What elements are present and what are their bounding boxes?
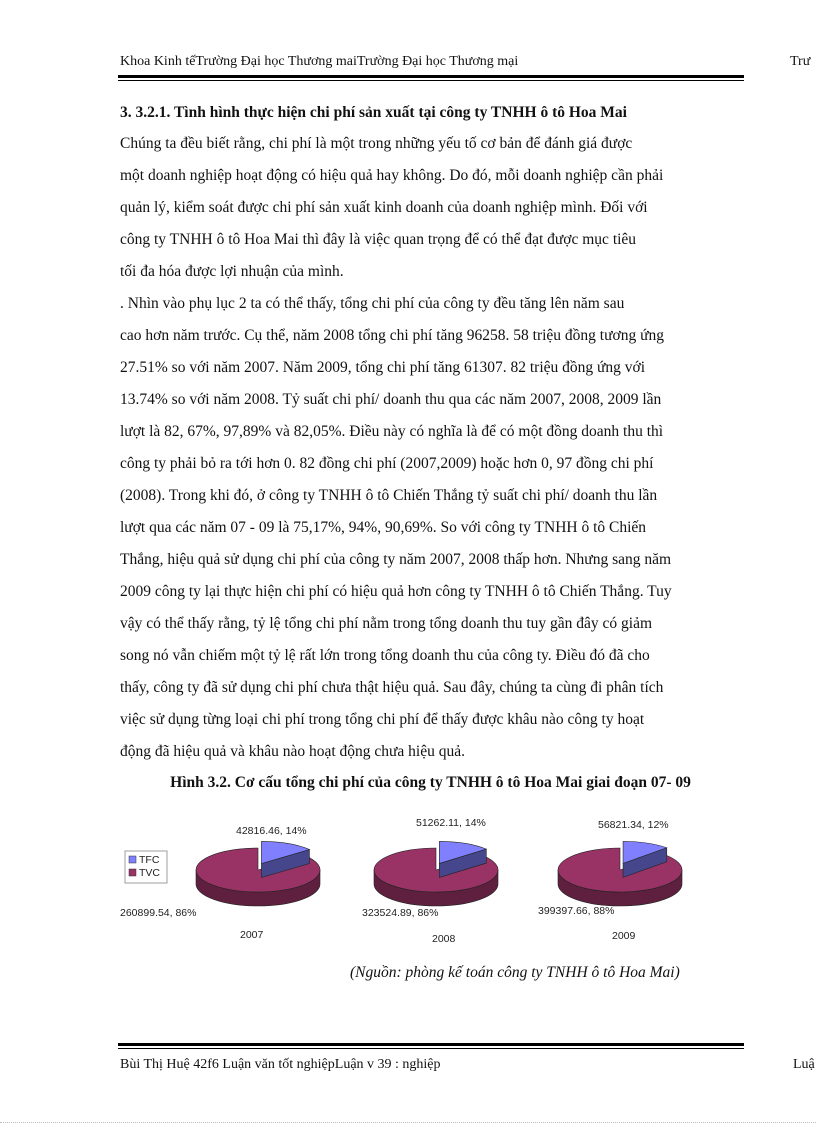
cost-structure-pie-charts <box>118 812 718 947</box>
data-label-tvc-2008: 323524.89, 86% <box>362 907 439 919</box>
paragraph-line: 13.74% so với năm 2008. Tỷ suất chi phí/ doanh thu qua các năm 2007, 2008, 2009 lần <box>120 391 662 408</box>
paragraph-line: 2009 công ty lại thực hiện chi phí có hiệu quả hơn công ty TNHH ô tô Chiến Thắng. Tuy <box>120 583 672 600</box>
paragraph-line: công ty phải bỏ ra tới hơn 0. 82 đồng chi phí (2007,2009) hoặc hơn 0, 97 đồng chi phí <box>120 455 654 472</box>
paragraph-line: Thắng, hiệu quả sử dụng chi phí của công ty năm 2007, 2008 thấp hơn. Nhưng sang năm <box>120 551 672 568</box>
header-rule-thick <box>118 75 744 78</box>
paragraph-line: một doanh nghiệp hoạt động có hiệu quả hay không. Do đó, mỗi doanh nghiệp cần phải <box>120 167 664 184</box>
page-footer: Bùi Thị Huệ 42f6 Luận văn tốt nghiệpLuận v 39 : nghiệp <box>120 1057 441 1072</box>
paragraph-line: quản lý, kiểm soát được chi phí sản xuất kinh doanh của doanh nghiệp mình. Đối với <box>120 199 648 216</box>
section-heading: 3. 3.2.1. Tình hình thực hiện chi phí sản xuất tại công ty TNHH ô tô Hoa Mai <box>120 104 627 121</box>
paragraph-line: thấy, công ty đã sử dụng chi phí chưa thật hiệu quả. Sau đây, chúng ta cùng đi phân tích <box>120 679 664 696</box>
paragraph-line: động đã hiệu quả và khâu nào hoạt động chưa hiệu quả. <box>120 743 465 760</box>
page-header: Khoa Kinh tếTrường Đại học Thương maiTrường Đại học Thương mại <box>120 54 519 69</box>
footer-rule-thin <box>118 1048 744 1049</box>
paragraph-line: tối đa hóa được lợi nhuận của mình. <box>120 263 344 280</box>
data-label-tfc-2009: 56821.34, 12% <box>598 819 669 831</box>
data-label-tfc-2007: 42816.46, 14% <box>236 825 307 837</box>
data-label-tvc-2007: 260899.54, 86% <box>120 907 197 919</box>
legend-label-tfc: TFC <box>139 854 160 866</box>
legend-swatch-tvc <box>129 869 136 876</box>
paragraph-line: Chúng ta đều biết rằng, chi phí là một trong những yếu tố cơ bản để đánh giá được <box>120 135 633 152</box>
year-label-2007: 2007 <box>240 929 264 941</box>
paragraph-line: song nó vẫn chiếm một tỷ lệ rất lớn trong tổng doanh thu của công ty. Điều đó đã cho <box>120 647 650 664</box>
page-footer-right: Luậ <box>793 1057 815 1072</box>
paragraph-line: cao hơn năm trước. Cụ thể, năm 2008 tổng chi phí tăng 96258. 58 triệu đồng tương ứng <box>120 327 664 344</box>
source-note: (Nguồn: phòng kế toán công ty TNHH ô tô Hoa Mai) <box>350 964 680 981</box>
paragraph-line: (2008). Trong khi đó, ở công ty TNHH ô tô Chiến Thắng tỷ suất chi phí/ doanh thu lần <box>120 487 658 504</box>
paragraph-2 <box>120 288 744 768</box>
year-label-2008: 2008 <box>432 933 456 945</box>
footer-rule-thick <box>118 1043 744 1046</box>
year-label-2009: 2009 <box>612 930 636 942</box>
paragraph-line: 27.51% so với năm 2007. Năm 2009, tổng chi phí tăng 61307. 82 triệu đồng ứng với <box>120 359 646 376</box>
paragraph-line: việc sử dụng từng loại chi phí trong tổng chi phí để thấy được khâu nào công ty hoạt <box>120 711 645 728</box>
data-label-tfc-2008: 51262.11, 14% <box>416 817 486 829</box>
data-label-tvc-2009: 399397.66, 88% <box>538 905 615 917</box>
paragraph-line: lượt qua các năm 07 - 09 là 75,17%, 94%, 90,69%. So với công ty TNHH ô tô Chiến <box>120 519 647 536</box>
paragraph-line: vậy có thể thấy rằng, tỷ lệ tổng chi phí nằm trong tổng doanh thu tuy gần đây có giảm <box>120 615 653 632</box>
paragraph-line: lượt là 82, 67%, 97,89% và 82,05%. Điều này có nghĩa là để có một đồng doanh thu thì <box>120 423 664 440</box>
paragraph-line: công ty TNHH ô tô Hoa Mai thì đây là việc quan trọng để có thể đạt được mục tiêu <box>120 231 637 248</box>
figure-title: Hình 3.2. Cơ cấu tổng chi phí của công ty TNHH ô tô Hoa Mai giai đoạn 07- 09 <box>170 774 691 791</box>
paragraph-1 <box>120 128 744 288</box>
page-header-right: Trư <box>790 54 811 69</box>
header-rule-thin <box>118 80 744 81</box>
paragraph-line: . Nhìn vào phụ lục 2 ta có thể thấy, tổng chi phí của công ty đều tăng lên năm sau <box>120 295 625 312</box>
legend-label-tvc: TVC <box>139 867 160 879</box>
legend-swatch-tfc <box>129 856 136 863</box>
